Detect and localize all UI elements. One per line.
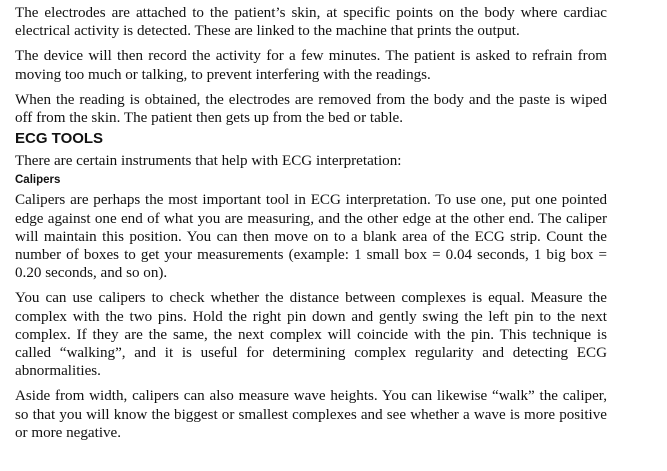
paragraph-recording: The device will then record the activity for a few minutes. The patient is asked to refrain from moving too much or talking, to prevent interfering with the readings. bbox=[15, 48, 607, 83]
paragraph-tools-intro: There are certain instruments that help with ECG interpretation: bbox=[15, 153, 402, 170]
paragraph-calipers-height: Aside from width, calipers can also measure wave heights. You can likewise “walk” the caliper, so that you will know the biggest or smallest complexes and see whether a wave is more positive or more negative. bbox=[15, 388, 607, 441]
paragraph-calipers-usage: Calipers are perhaps the most important tool in ECG interpretation. To use one, put one pointed edge against one end of what you are measuring, and the other edge at the other end. The caliper will maintain this position. You can then move on to a blank area of the ECG strip. Count the number of boxes to get your measurements (example: 1 small box = 0.04 seconds, 1 big box = 0.20 seconds, and so on). bbox=[15, 192, 607, 282]
document-page bbox=[15, 4, 607, 449]
paragraph-electrodes: The electrodes are attached to the patient’s skin, at specific points on the body where cardiac electrical activity is detected. These are linked to the machine that prints the output. bbox=[15, 5, 607, 40]
section-heading-ecg-tools: ECG TOOLS bbox=[15, 130, 104, 148]
paragraph-removal: When the reading is obtained, the electrodes are removed from the body and the paste is wiped off from the skin. The patient then gets up from the bed or table. bbox=[15, 91, 607, 127]
paragraph-calipers-walking: You can use calipers to check whether the distance between complexes is equal. Measure the complex with the two pins. Hold the right pin down and gently swing the left pin to the next complex. If they are the same, the next complex will coincide with the pin. This technique is called “walking”, and it is useful for determining complex regularity and detecting ECG abnormalities. bbox=[15, 290, 607, 380]
subheading-calipers: Calipers bbox=[15, 174, 61, 187]
